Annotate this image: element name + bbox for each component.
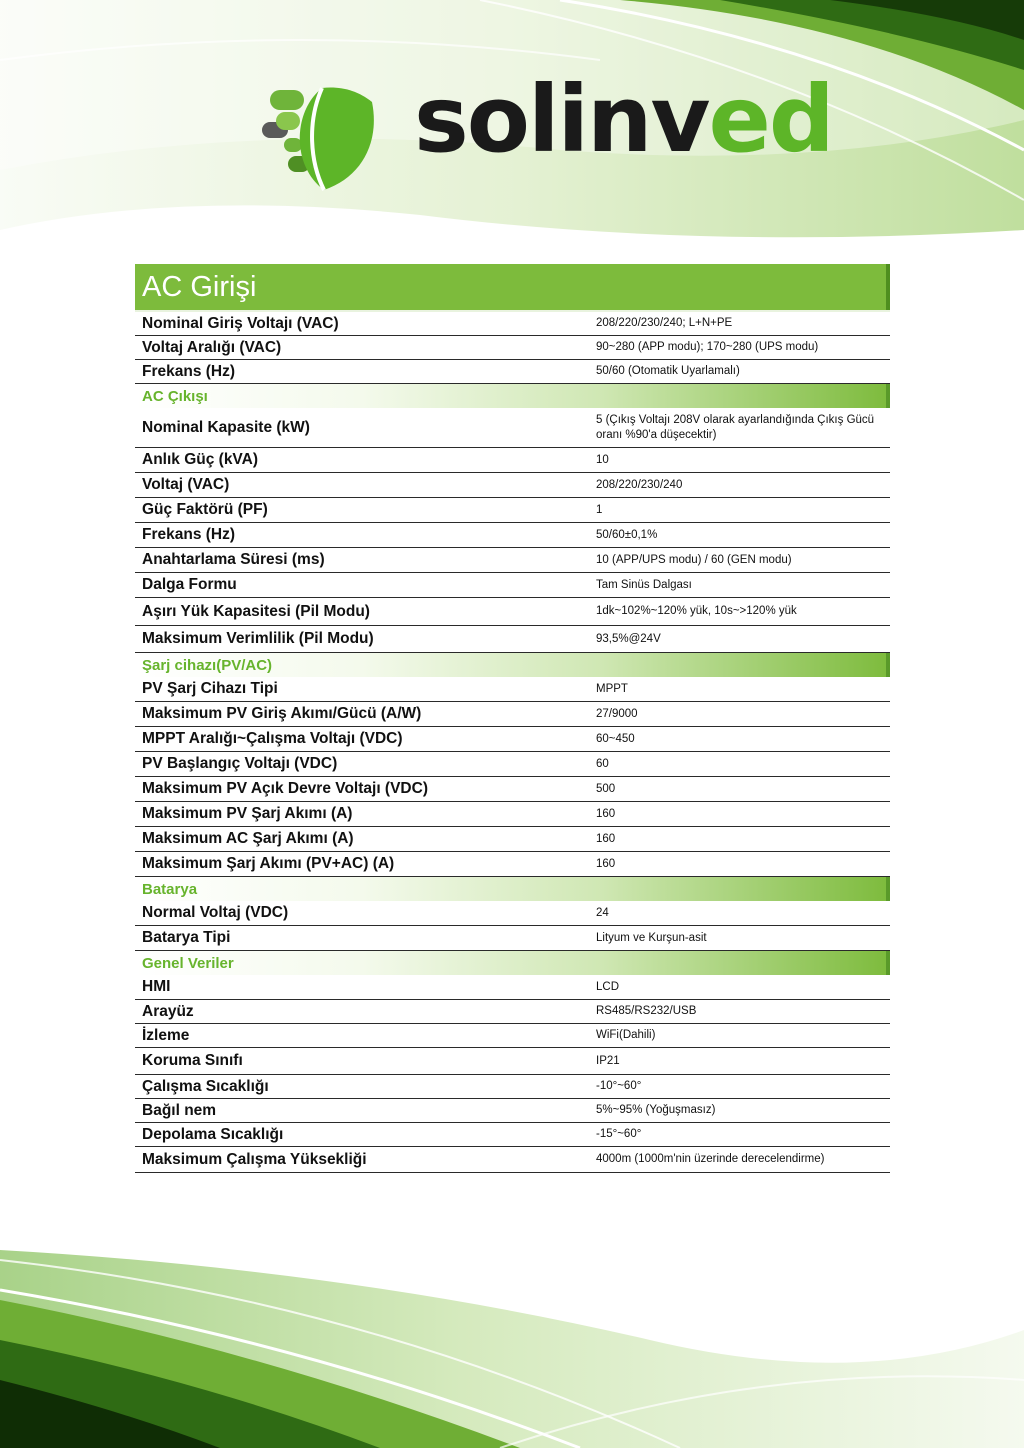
table-row bbox=[135, 702, 890, 727]
row-value: MPPT bbox=[596, 682, 628, 695]
table-row bbox=[135, 312, 890, 336]
table-row bbox=[135, 827, 890, 852]
section-title: AC Çıkışı bbox=[142, 387, 208, 405]
leaf-logo-icon bbox=[262, 82, 382, 194]
row-label: Aşırı Yük Kapasitesi (Pil Modu) bbox=[142, 602, 370, 620]
table-row bbox=[135, 677, 890, 702]
row-value: LCD bbox=[596, 980, 620, 993]
table-row bbox=[135, 523, 890, 548]
table-row bbox=[135, 901, 890, 926]
table-row bbox=[135, 1000, 890, 1024]
row-value: Tam Sinüs Dalgası bbox=[596, 578, 692, 591]
row-value: 1 bbox=[596, 503, 603, 516]
table-row bbox=[135, 573, 890, 598]
section-header bbox=[135, 951, 890, 975]
row-label: Normal Voltaj (VDC) bbox=[142, 904, 289, 921]
brand-name-main: solinv bbox=[414, 66, 709, 173]
row-label: PV Şarj Cihazı Tipi bbox=[142, 680, 278, 697]
brand-logo bbox=[262, 66, 833, 194]
row-label: Batarya Tipi bbox=[142, 929, 231, 946]
row-value: -10°~60° bbox=[596, 1080, 642, 1092]
row-label: Koruma Sınıfı bbox=[142, 1052, 243, 1069]
table-row bbox=[135, 802, 890, 827]
row-label: Frekans (Hz) bbox=[142, 362, 236, 380]
row-value: 50/60 (Otomatik Uyarlamalı) bbox=[596, 365, 740, 377]
table-row bbox=[135, 1147, 890, 1173]
table-row bbox=[135, 1048, 890, 1075]
table-row bbox=[135, 975, 890, 1000]
row-value: -15°~60° bbox=[596, 1128, 642, 1140]
row-label: Anahtarlama Süresi (ms) bbox=[142, 551, 325, 568]
row-label: Maksimum AC Şarj Akımı (A) bbox=[142, 830, 354, 847]
row-value: 60~450 bbox=[596, 732, 635, 745]
row-value: 60 bbox=[596, 757, 609, 770]
table-row bbox=[135, 626, 890, 653]
row-value: 10 bbox=[596, 453, 609, 466]
table-row bbox=[135, 408, 890, 448]
table-row bbox=[135, 926, 890, 951]
table-row bbox=[135, 598, 890, 626]
section-title: Şarj cihazı(PV/AC) bbox=[142, 656, 273, 674]
row-value: 5%~95% (Yoğuşmasız) bbox=[596, 1104, 716, 1116]
table-row bbox=[135, 727, 890, 752]
row-label: Maksimum Verimlilik (Pil Modu) bbox=[142, 630, 374, 647]
table-row bbox=[135, 1123, 890, 1147]
row-label: Anlık Güç (kVA) bbox=[142, 451, 258, 468]
section-header bbox=[135, 653, 890, 677]
row-label: Maksimum PV Şarj Akımı (A) bbox=[142, 805, 353, 822]
row-value: 160 bbox=[596, 857, 616, 870]
table-row bbox=[135, 1099, 890, 1123]
row-label: Voltaj Aralığı (VAC) bbox=[142, 338, 282, 356]
row-label: MPPT Aralığı~Çalışma Voltajı (VDC) bbox=[142, 730, 403, 747]
row-label: Maksimum Şarj Akımı (PV+AC) (A) bbox=[142, 855, 395, 872]
row-label: Arayüz bbox=[142, 1002, 194, 1020]
section-title: Batarya bbox=[142, 880, 198, 898]
row-label: Voltaj (VAC) bbox=[142, 476, 230, 493]
row-value: 93,5%@24V bbox=[596, 632, 661, 645]
row-value: 160 bbox=[596, 832, 616, 845]
row-value: 27/9000 bbox=[596, 707, 638, 720]
row-label: Maksimum PV Giriş Akımı/Gücü (A/W) bbox=[142, 705, 422, 722]
row-value: 1dk~102%~120% yük, 10s~>120% yük bbox=[596, 605, 797, 617]
row-label: Frekans (Hz) bbox=[142, 526, 236, 543]
row-label: Nominal Kapasite (kW) bbox=[142, 418, 310, 436]
row-value: IP21 bbox=[596, 1054, 620, 1067]
table-row bbox=[135, 777, 890, 802]
row-value: 208/220/230/240; L+N+PE bbox=[596, 317, 733, 329]
brand-wordmark bbox=[414, 66, 833, 173]
section-header bbox=[135, 384, 890, 408]
table-row bbox=[135, 852, 890, 877]
row-label: Dalga Formu bbox=[142, 576, 237, 593]
table-row bbox=[135, 360, 890, 384]
row-value: 500 bbox=[596, 782, 616, 795]
row-value: 90~280 (APP modu); 170~280 (UPS modu) bbox=[596, 341, 819, 353]
row-value: 160 bbox=[596, 807, 616, 820]
page-title: AC Girişi bbox=[142, 271, 257, 303]
section-title: Genel Veriler bbox=[142, 954, 234, 972]
row-value: RS485/RS232/USB bbox=[596, 1005, 697, 1017]
row-label: PV Başlangıç Voltajı (VDC) bbox=[142, 755, 338, 772]
row-label: Çalışma Sıcaklığı bbox=[142, 1077, 269, 1095]
row-value: Lityum ve Kurşun-asit bbox=[596, 931, 707, 944]
table-row bbox=[135, 336, 890, 360]
row-label: HMI bbox=[142, 978, 171, 995]
row-value: 50/60±0,1% bbox=[596, 528, 658, 541]
table-row bbox=[135, 1075, 890, 1099]
row-value: 208/220/230/240 bbox=[596, 478, 683, 491]
table-row bbox=[135, 448, 890, 473]
row-value: 10 (APP/UPS modu) / 60 (GEN modu) bbox=[596, 553, 792, 566]
table-row bbox=[135, 548, 890, 573]
row-value: 4000m (1000m'nin üzerinde derecelendirme) bbox=[596, 1153, 825, 1165]
table-row bbox=[135, 752, 890, 777]
table-row bbox=[135, 498, 890, 523]
row-label: Güç Faktörü (PF) bbox=[142, 501, 268, 518]
row-label: Maksimum Çalışma Yüksekliği bbox=[142, 1150, 367, 1168]
row-label: Depolama Sıcaklığı bbox=[142, 1125, 284, 1143]
row-label: Nominal Giriş Voltajı (VAC) bbox=[142, 314, 339, 332]
row-label: Maksimum PV Açık Devre Voltajı (VDC) bbox=[142, 780, 428, 797]
brand-name-accent: ed bbox=[708, 66, 833, 173]
table-row bbox=[135, 1024, 890, 1048]
section-header bbox=[135, 877, 890, 901]
row-label: İzleme bbox=[142, 1026, 190, 1044]
spec-table bbox=[135, 264, 890, 1173]
row-label: Bağıl nem bbox=[142, 1101, 217, 1119]
row-value: 5 (Çıkış Voltajı 208V olarak ayarlandığında Çıkış Gücü oranı %90'a düşecektir) bbox=[596, 413, 875, 441]
title-bar bbox=[135, 264, 890, 310]
table-row bbox=[135, 473, 890, 498]
row-value: WiFi(Dahili) bbox=[596, 1029, 656, 1041]
row-value: 24 bbox=[596, 906, 609, 919]
